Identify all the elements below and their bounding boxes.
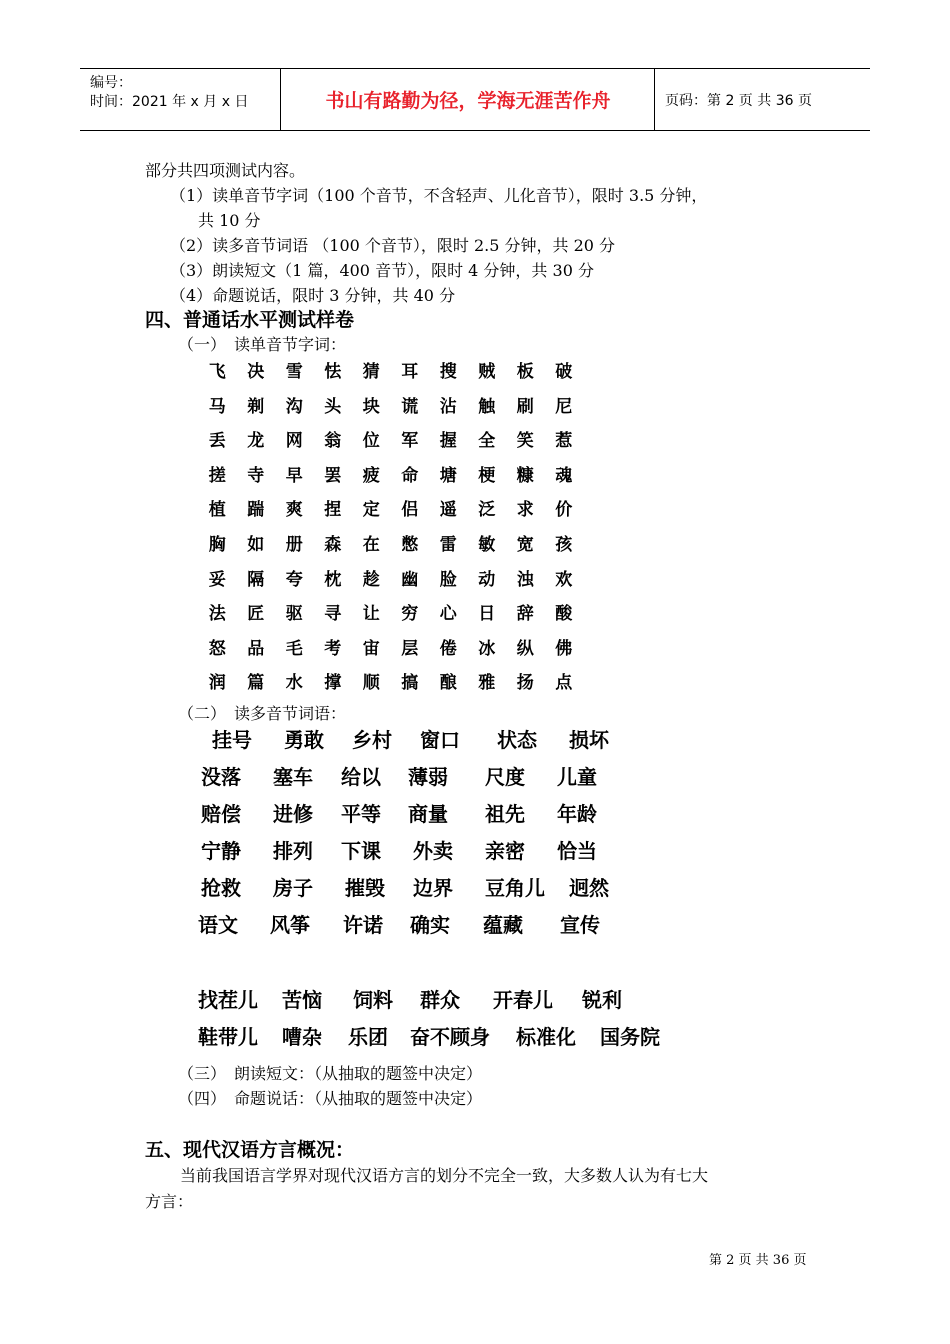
- char-cell: 价: [555, 500, 573, 520]
- intro-item: （4）命题说话，限时 3 分钟，共 40 分: [170, 286, 456, 305]
- word-cell: 群众: [420, 988, 460, 1012]
- char-row: [198, 668, 583, 693]
- body-text: 当前我国语言学界对现代汉语方言的划分不完全一致，大多数人认为有七大: [180, 1166, 709, 1185]
- char-cell: 位: [362, 431, 380, 451]
- char-cell: 沾: [439, 397, 457, 417]
- word-cell: 给以: [341, 765, 381, 789]
- char-cell: 糠: [516, 466, 534, 486]
- char-cell: 冰: [478, 639, 496, 659]
- char-cell: 欢: [555, 570, 573, 590]
- page-label: 页码：第 2 页 共 36 页: [665, 92, 812, 109]
- char-cell: 雅: [478, 673, 496, 693]
- char-cell: 册: [285, 535, 303, 555]
- word-cell: 排列: [273, 839, 313, 863]
- char-row: [198, 357, 583, 382]
- char-cell: 倦: [439, 639, 457, 659]
- word-cell: 祖先: [485, 802, 525, 826]
- section-heading: 四、普通话水平测试样卷: [145, 309, 355, 331]
- char-cell: 猜: [362, 362, 380, 382]
- char-cell: 侣: [401, 500, 419, 520]
- char-row: [198, 461, 583, 486]
- word-cell: 抢救: [201, 876, 241, 900]
- char-cell: 寺: [247, 466, 265, 486]
- char-cell: 驱: [285, 604, 303, 624]
- char-cell: 板: [516, 362, 534, 382]
- word-cell: 房子: [273, 876, 313, 900]
- word-cell: 边界: [413, 876, 453, 900]
- word-cell: 商量: [408, 802, 448, 826]
- char-cell: 妥: [208, 570, 226, 590]
- word-cell: 语文: [198, 913, 238, 937]
- char-cell: 层: [401, 639, 419, 659]
- char-cell: 贼: [478, 362, 496, 382]
- char-cell: 全: [478, 431, 496, 451]
- char-cell: 剃: [247, 397, 265, 417]
- char-cell: 尼: [555, 397, 573, 417]
- word-cell: 恰当: [557, 839, 597, 863]
- char-cell: 辞: [516, 604, 534, 624]
- char-cell: 飞: [208, 362, 226, 382]
- char-cell: 毛: [285, 639, 303, 659]
- char-cell: 日: [478, 604, 496, 624]
- char-cell: 捏: [324, 500, 342, 520]
- char-cell: 植: [208, 500, 226, 520]
- word-cell: 没落: [201, 765, 241, 789]
- char-cell: 幽: [401, 570, 419, 590]
- word-cell: 奋不顾身: [410, 1025, 490, 1049]
- word-cell: 乡村: [352, 728, 392, 752]
- number-label: 编号：: [90, 75, 132, 91]
- char-cell: 寻: [324, 604, 342, 624]
- char-cell: 品: [247, 639, 265, 659]
- word-cell: 平等: [341, 802, 381, 826]
- char-cell: 顺: [362, 673, 380, 693]
- word-cell: 开春儿: [493, 988, 553, 1012]
- intro-item: 共 10 分: [198, 211, 261, 230]
- char-cell: 酸: [555, 604, 573, 624]
- char-cell: 法: [208, 604, 226, 624]
- char-cell: 触: [478, 397, 496, 417]
- word-cell: 苦恼: [282, 988, 322, 1012]
- char-cell: 马: [208, 397, 226, 417]
- char-cell: 枕: [324, 570, 342, 590]
- char-cell: 佛: [555, 639, 573, 659]
- char-cell: 握: [439, 431, 457, 451]
- char-cell: 在: [362, 535, 380, 555]
- intro-line: 部分共四项测试内容。: [145, 161, 306, 180]
- char-cell: 趁: [362, 570, 380, 590]
- char-cell: 梗: [478, 466, 496, 486]
- char-cell: 雷: [439, 535, 457, 555]
- word-cell: 损坏: [569, 728, 609, 752]
- char-cell: 头: [324, 397, 342, 417]
- word-cell: 塞车: [273, 765, 313, 789]
- char-cell: 让: [362, 604, 380, 624]
- char-row: [198, 530, 583, 555]
- char-cell: 破: [555, 362, 573, 382]
- word-cell: 国务院: [600, 1025, 660, 1049]
- char-cell: 润: [208, 673, 226, 693]
- char-cell: 搜: [439, 362, 457, 382]
- word-cell: 宣传: [560, 913, 600, 937]
- word-cell: 状态: [497, 728, 537, 752]
- word-cell: 赔偿: [201, 802, 241, 826]
- word-cell: 挂号: [212, 728, 252, 752]
- char-cell: 宽: [516, 535, 534, 555]
- char-cell: 雪: [285, 362, 303, 382]
- word-cell: 嘈杂: [282, 1025, 322, 1049]
- char-cell: 穷: [401, 604, 419, 624]
- char-cell: 匠: [247, 604, 265, 624]
- char-cell: 龙: [247, 431, 265, 451]
- time-label: 时间：2021 年 x 月 x 日: [90, 94, 249, 110]
- char-cell: 怒: [208, 639, 226, 659]
- word-cell: 鞋带儿: [198, 1025, 258, 1049]
- char-cell: 胸: [208, 535, 226, 555]
- word-cell: 进修: [273, 802, 313, 826]
- word-cell: 锐利: [582, 988, 622, 1012]
- char-cell: 森: [324, 535, 342, 555]
- char-cell: 憋: [401, 535, 419, 555]
- word-cell: 勇敢: [284, 728, 324, 752]
- char-cell: 刷: [516, 397, 534, 417]
- char-cell: 孩: [555, 535, 573, 555]
- char-cell: 怯: [324, 362, 342, 382]
- page-header: [80, 68, 870, 131]
- word-cell: 标准化: [516, 1025, 576, 1049]
- char-cell: 酿: [439, 673, 457, 693]
- word-cell: 风筝: [270, 913, 310, 937]
- char-cell: 谎: [401, 397, 419, 417]
- char-cell: 扬: [516, 673, 534, 693]
- char-cell: 网: [285, 431, 303, 451]
- header-info: [80, 69, 280, 130]
- char-cell: 隔: [247, 570, 265, 590]
- char-row: [198, 599, 583, 624]
- word-cell: 外卖: [413, 839, 453, 863]
- word-cell: 许诺: [343, 913, 383, 937]
- page-footer: 第 2 页 共 36 页: [709, 1253, 807, 1268]
- char-cell: 魂: [555, 466, 573, 486]
- char-cell: 早: [285, 466, 303, 486]
- char-cell: 爽: [285, 500, 303, 520]
- header-divider: [280, 69, 281, 130]
- char-cell: 块: [362, 397, 380, 417]
- char-cell: 浊: [516, 570, 534, 590]
- char-cell: 沟: [285, 397, 303, 417]
- char-cell: 求: [516, 500, 534, 520]
- char-cell: 塘: [439, 466, 457, 486]
- char-cell: 军: [401, 431, 419, 451]
- char-cell: 水: [285, 673, 303, 693]
- char-cell: 翁: [324, 431, 342, 451]
- word-cell: 亲密: [485, 839, 525, 863]
- char-cell: 决: [247, 362, 265, 382]
- char-cell: 命: [401, 466, 419, 486]
- char-cell: 踹: [247, 500, 265, 520]
- char-cell: 动: [478, 570, 496, 590]
- part-label: （三） 朗读短文：（从抽取的题签中决定）: [178, 1064, 483, 1083]
- char-cell: 搞: [401, 673, 419, 693]
- word-cell: 饲料: [353, 988, 393, 1012]
- char-cell: 笑: [516, 431, 534, 451]
- char-cell: 如: [247, 535, 265, 555]
- char-cell: 点: [555, 673, 573, 693]
- word-cell: 下课: [341, 839, 381, 863]
- char-row: [198, 565, 583, 590]
- word-cell: 确实: [410, 913, 450, 937]
- part-label: （二） 读多音节词语：: [178, 704, 347, 723]
- word-cell: 宁静: [201, 839, 241, 863]
- char-cell: 遥: [439, 500, 457, 520]
- char-row: [198, 426, 583, 451]
- char-row: [198, 392, 583, 417]
- char-row: [198, 495, 583, 520]
- word-cell: 摧毁: [345, 876, 385, 900]
- char-cell: 夸: [285, 570, 303, 590]
- word-cell: 找茬儿: [198, 988, 258, 1012]
- part-label: （一） 读单音节字词：: [178, 335, 347, 354]
- char-cell: 惹: [555, 431, 573, 451]
- intro-item: （3）朗读短文（1 篇，400 音节），限时 4 分钟，共 30 分: [170, 261, 594, 280]
- word-cell: 迥然: [569, 876, 609, 900]
- char-cell: 撑: [324, 673, 342, 693]
- char-cell: 敏: [478, 535, 496, 555]
- char-row: [198, 634, 583, 659]
- part-label: （四） 命题说话：（从抽取的题签中决定）: [178, 1089, 483, 1108]
- intro-item: （1）读单音节字词（100 个音节，不含轻声、儿化音节），限时 3.5 分钟，: [170, 186, 708, 205]
- char-cell: 搓: [208, 466, 226, 486]
- char-cell: 脸: [439, 570, 457, 590]
- char-cell: 纵: [516, 639, 534, 659]
- word-cell: 年龄: [557, 802, 597, 826]
- word-cell: 蕴藏: [483, 913, 523, 937]
- word-cell: 窗口: [420, 728, 460, 752]
- word-cell: 豆角儿: [485, 876, 545, 900]
- char-cell: 罢: [324, 466, 342, 486]
- word-cell: 薄弱: [408, 765, 448, 789]
- word-cell: 乐团: [348, 1025, 388, 1049]
- char-cell: 泛: [478, 500, 496, 520]
- char-cell: 心: [439, 604, 457, 624]
- char-cell: 耳: [401, 362, 419, 382]
- word-cell: 尺度: [485, 765, 525, 789]
- char-cell: 疲: [362, 466, 380, 486]
- char-cell: 定: [362, 500, 380, 520]
- char-cell: 篇: [247, 673, 265, 693]
- char-cell: 考: [324, 639, 342, 659]
- header-divider: [654, 69, 655, 130]
- intro-item: （2）读多音节词语 （100 个音节），限时 2.5 分钟，共 20 分: [170, 236, 616, 255]
- word-cell: 儿童: [557, 765, 597, 789]
- header-motto: 书山有路勤为径，学海无涯苦作舟: [325, 90, 611, 112]
- body-text: 方言：: [145, 1192, 194, 1211]
- char-cell: 宙: [362, 639, 380, 659]
- section-heading: 五、现代汉语方言概况：: [145, 1139, 355, 1161]
- char-cell: 丢: [208, 431, 226, 451]
